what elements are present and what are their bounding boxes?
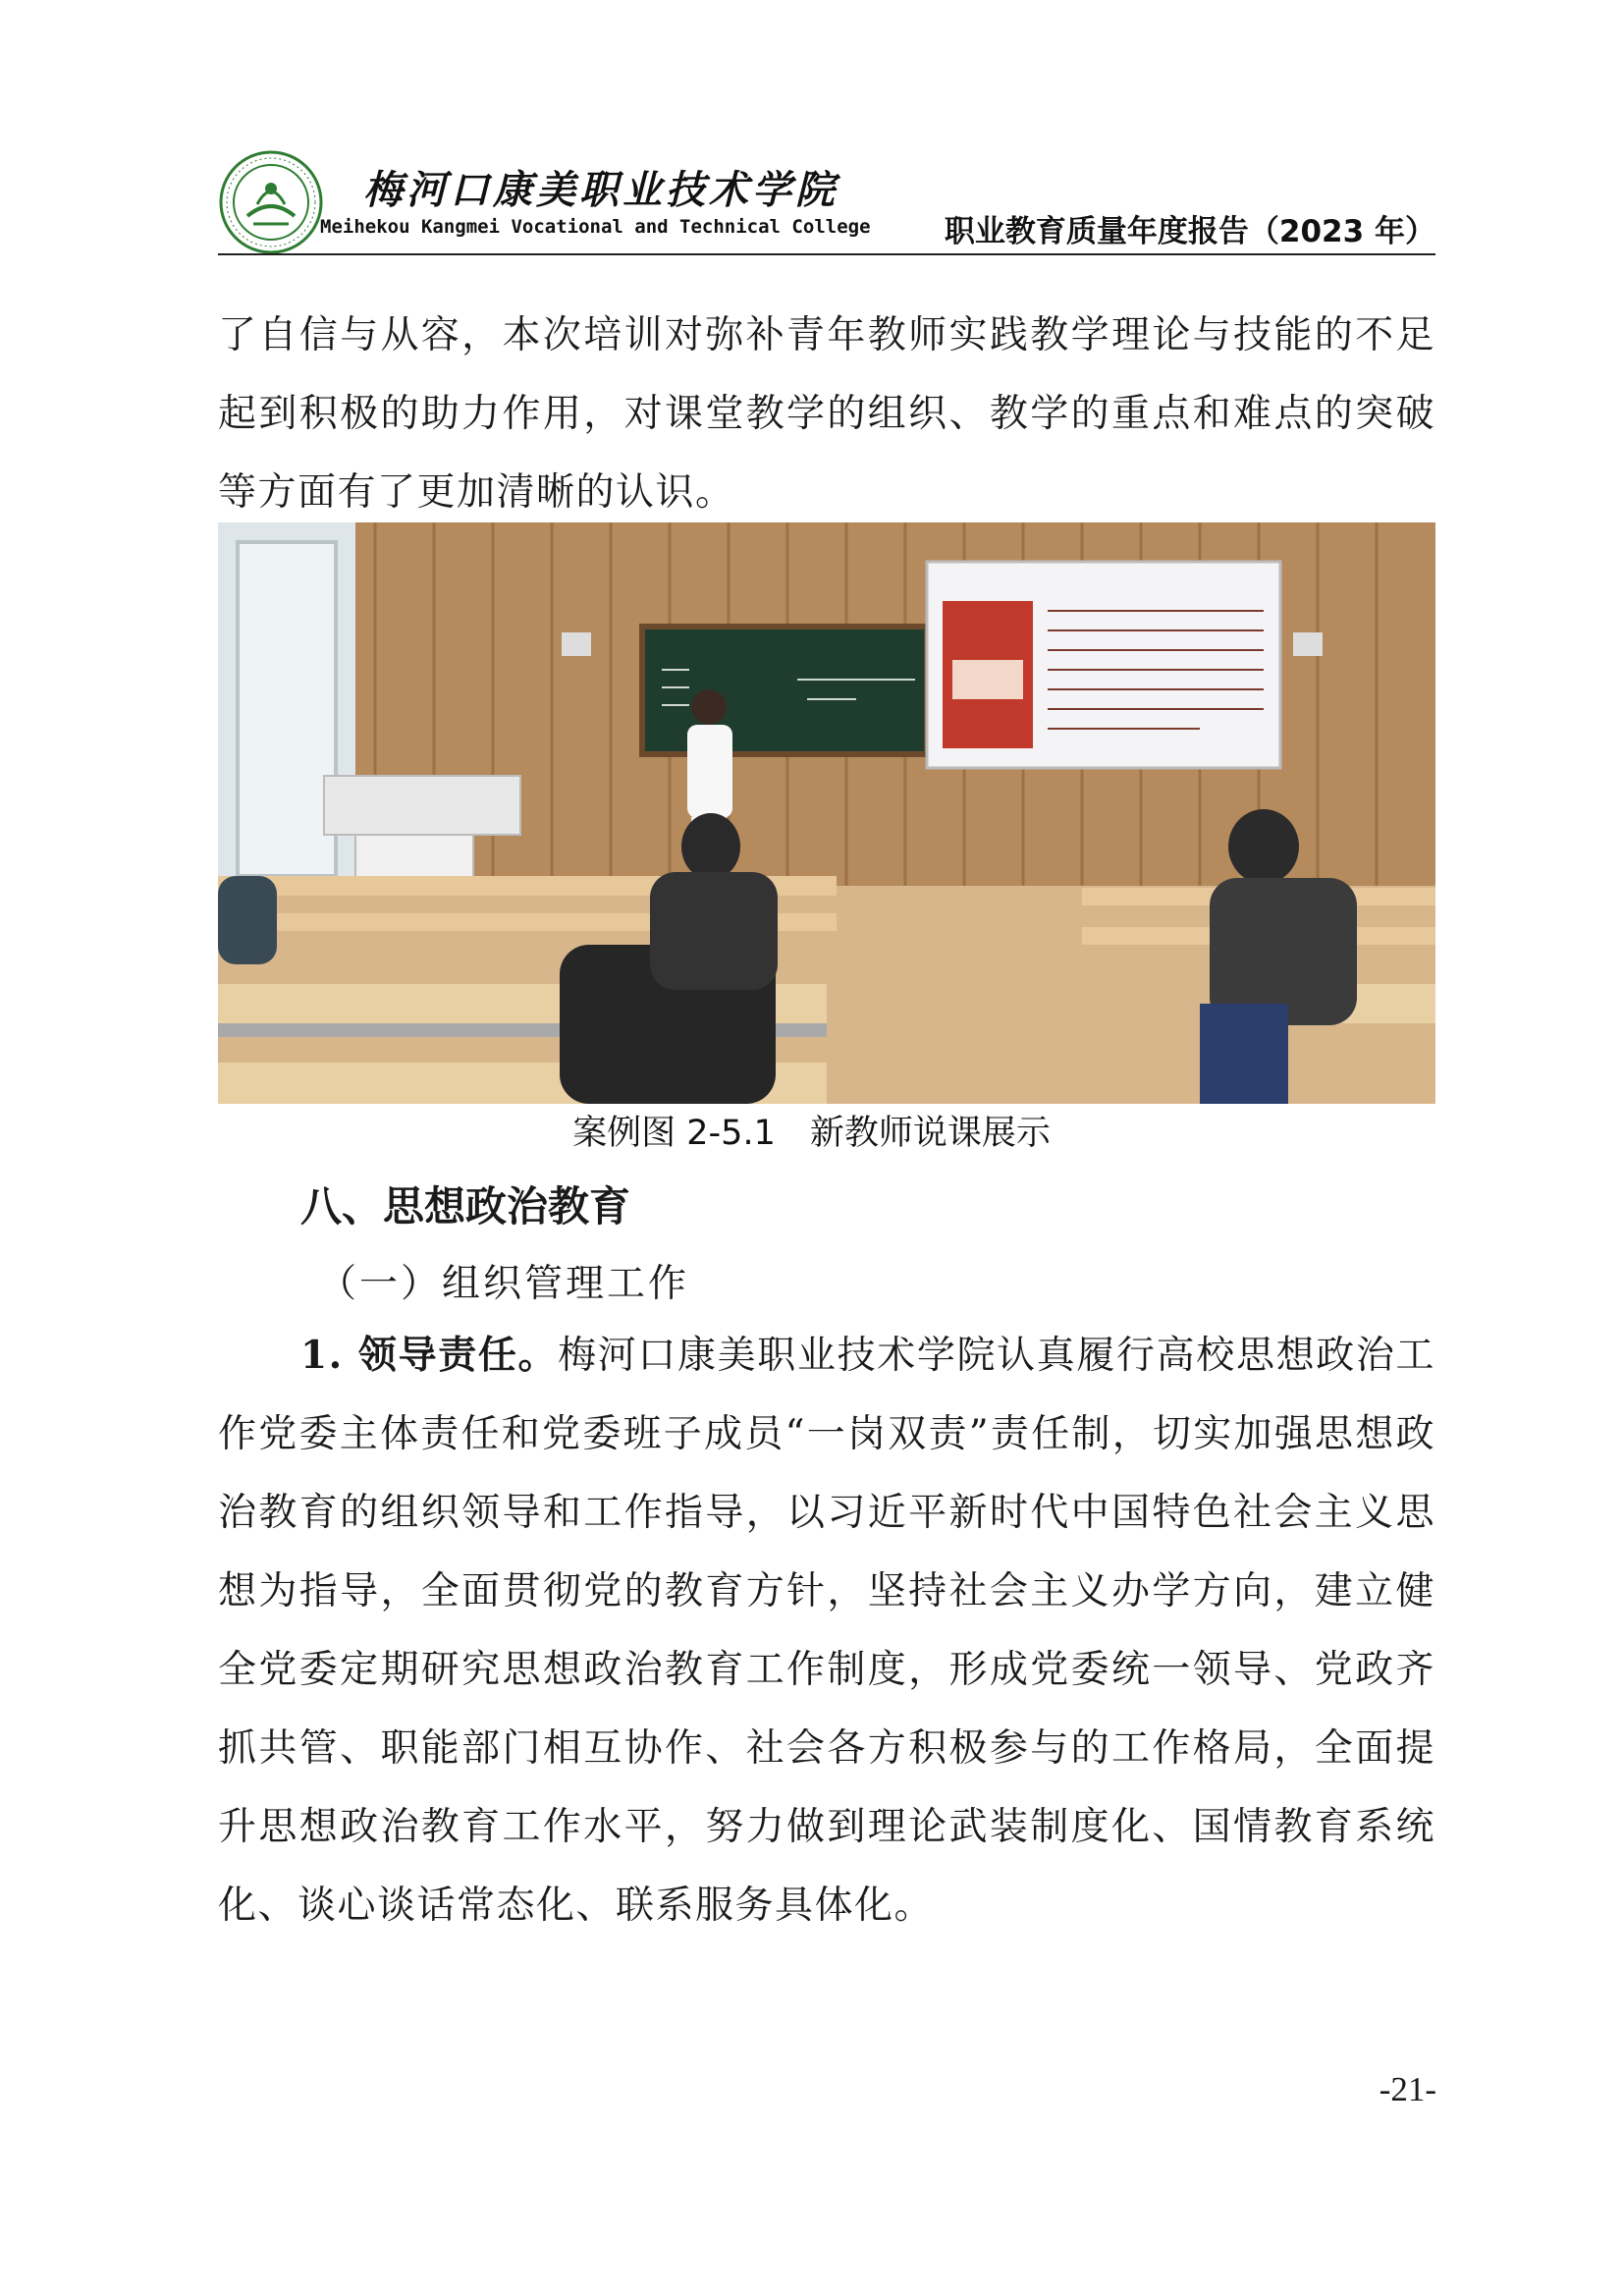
- page-header: [218, 137, 1435, 253]
- report-title: 职业教育质量年度报告（2023 年）: [944, 214, 1435, 249]
- college-seal-logo-icon: [218, 149, 324, 255]
- school-name-cn: 梅河口康美职业技术学院: [363, 167, 839, 213]
- section-heading: 八、思想政治教育: [300, 1182, 631, 1230]
- paragraph-lead: 1. 领导责任。: [300, 1333, 559, 1378]
- figure-caption: 案例图 2-5.1 新教师说课展示: [572, 1114, 1051, 1153]
- school-name-en: Meihekou Kangmei Vocational and Technical College: [320, 216, 871, 238]
- paragraph-leadership: [218, 1316, 1435, 1945]
- paragraph-body: 梅河口康美职业技术学院认真履行高校思想政治工作党委主体责任和党委班子成员“一岗双责”责任制，切实加强思想政治教育的组织领导和工作指导，以习近平新时代中国特色社会主义思想为指导，全面贯彻党的教育方针，坚持社会主义办学方向，建立健全党委定期研究思想政治教育工作制度，形成党委统一领导、党政齐抓共管、职能部门相互协作、社会各方积极参与的工作格局，全面提升思想政治教育工作水平，努力做到理论武装制度化、国情教育系统化、谈心谈话常态化、联系服务具体化。: [218, 1334, 1435, 1928]
- paragraph-training: 了自信与从容，本次培训对弥补青年教师实践教学理论与技能的不足起到积极的助力作用，对课堂教学的组织、教学的重点和难点的突破等方面有了更加清晰的认识。: [218, 313, 1435, 515]
- subsection-heading: （一）组织管理工作: [318, 1262, 690, 1306]
- page-number: -21-: [1379, 2070, 1436, 2108]
- header-divider: [218, 253, 1435, 255]
- classroom-photo: [218, 522, 1435, 1104]
